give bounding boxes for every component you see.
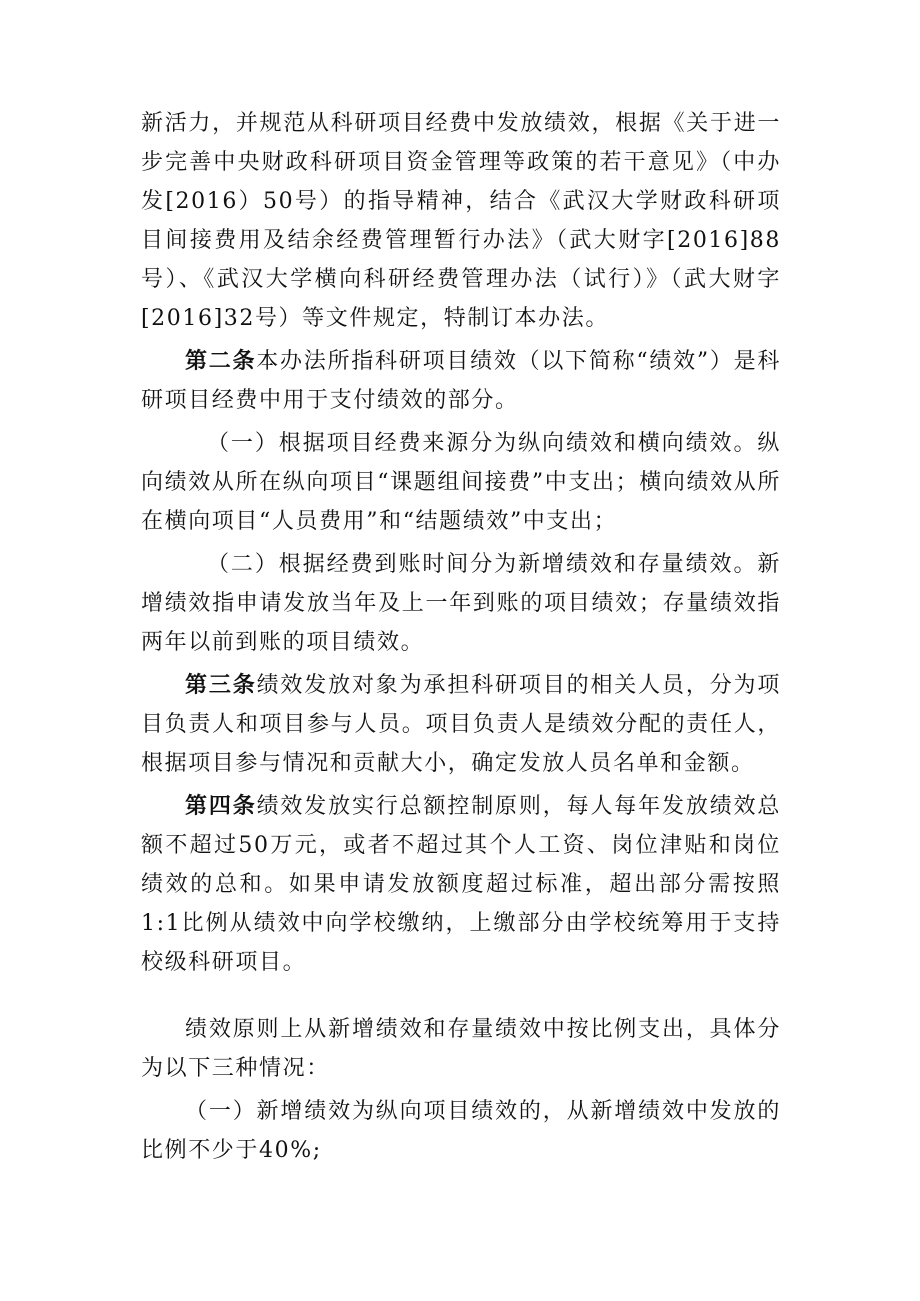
article-4-label: 第四条: [185, 794, 257, 819]
article-2-item-1: [141, 424, 781, 541]
article-2-label: 第二条: [185, 349, 257, 374]
document-body: [141, 104, 781, 1170]
article-4-text: 绩效发放实行总额控制原则，每人每年发放绩效总额不超过50万元，或者不超过其个人工资、岗位津贴和岗位绩效的总和。如果申请发放额度超过标准，超出部分需按照1:1比例从绩效中向学校缴纳，上缴部分由学校统筹用于支持校级科研项目。: [141, 794, 782, 975]
article-3-text: 绩效发放对象为承担科研项目的相关人员，分为项目负责人和项目参与人员。项目负责人是绩效分配的责任人，根据项目参与情况和贡献大小，确定发放人员名单和金额。: [141, 673, 782, 776]
article-2-paragraph: [141, 342, 781, 420]
article-2-item-2-text: （二）根据经费到账时间分为新增绩效和存量绩效。新增绩效指申请发放当年及上一年到账的项目绩效；存量绩效指两年以前到账的项目绩效。: [141, 552, 781, 655]
article-3-label: 第三条: [185, 673, 257, 698]
article-4-paragraph: [141, 787, 781, 982]
article-3-paragraph: [141, 666, 781, 783]
article-2-text: 本办法所指科研项目绩效（以下简称“绩效”）是科研项目经费中用于支付绩效的部分。: [141, 349, 782, 413]
principle-paragraph: [141, 1010, 781, 1088]
opening-paragraph: [141, 104, 781, 338]
article-2-item-1-text: （一）根据项目经费来源分为纵向绩效和横向绩效。纵向绩效从所在纵向项目“课题组间接费”中支出；横向绩效从所在横向项目“人员费用”和“结题绩效”中支出；: [141, 431, 781, 534]
principle-item-1: [141, 1092, 781, 1170]
principle-item-1-text: （一）新增绩效为纵向项目绩效的，从新增绩效中发放的比例不少于40%;: [141, 1099, 781, 1163]
principle-paragraph-text: 绩效原则上从新增绩效和存量绩效中按比例支出，具体分为以下三种情况：: [141, 1017, 781, 1081]
article-2-item-2: [141, 545, 781, 662]
opening-paragraph-text: 新活力，并规范从科研项目经费中发放绩效，根据《关于进一步完善中央财政科研项目资金管理等政策的若干意见》（中办发[2016）50号）的指导精神，结合《武汉大学财政科研项目间接费用及结余经费管理暂行办法》（武大财字[2016]88号）、《武汉大学横向科研经费管理办法（试行）》（武大财字[2016]32号）等文件规定，特制订本办法。: [141, 111, 781, 331]
